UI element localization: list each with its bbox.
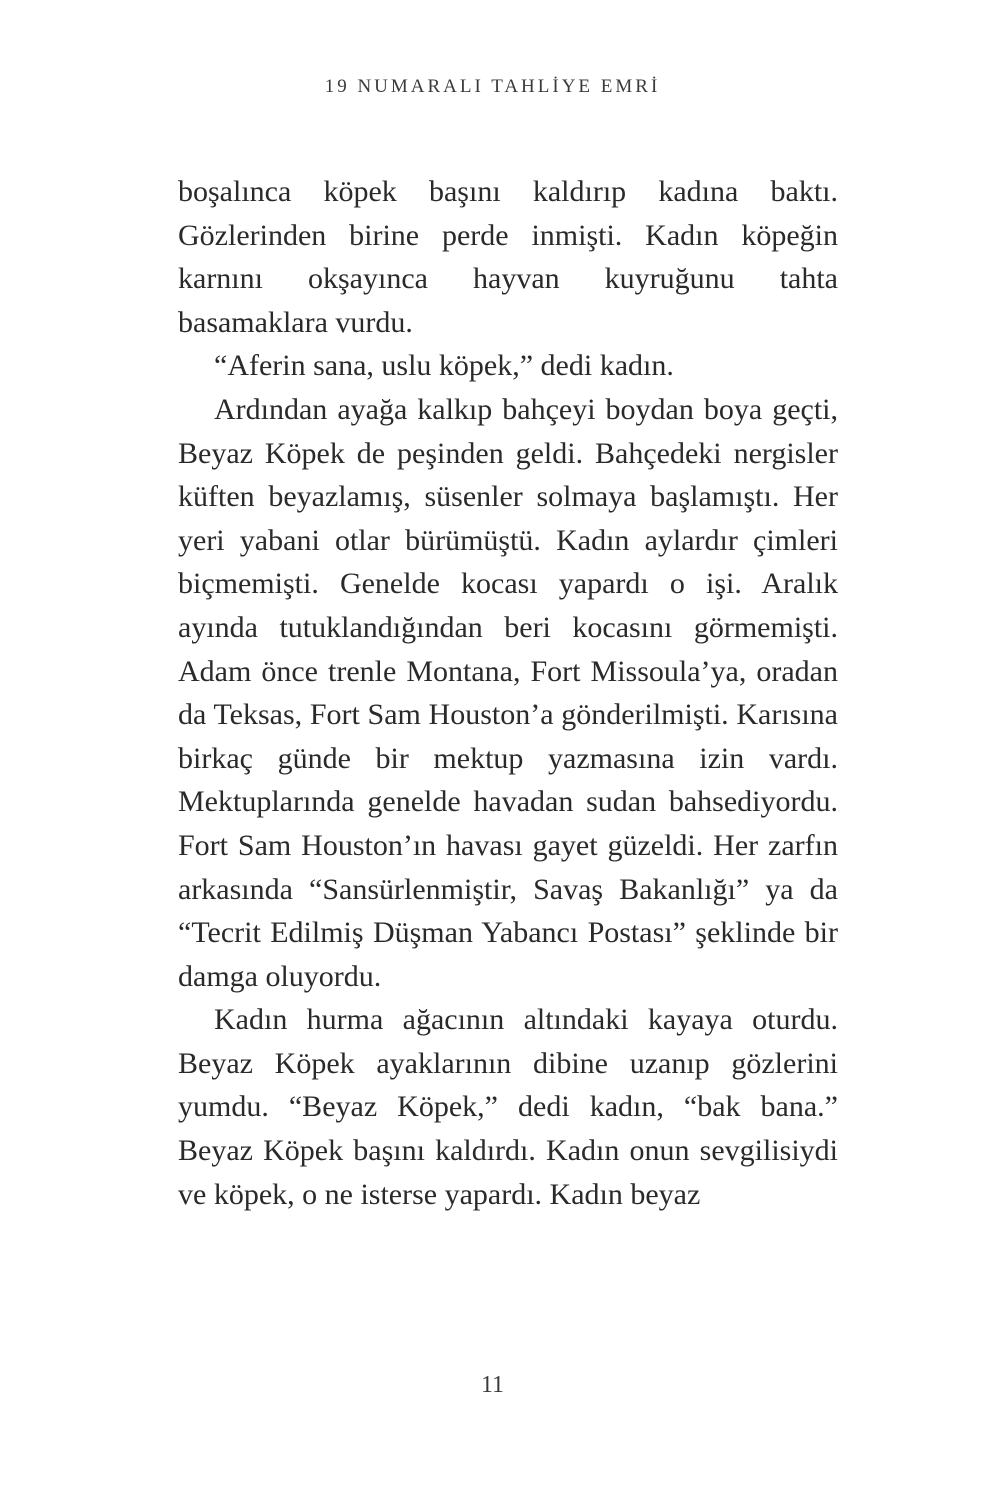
paragraph-4: Kadın hurma ağacının altındaki kayaya oturdu. Beyaz Köpek ayaklarının dibine uzanıp gözlerini yumdu. “Beyaz Köpek,” dedi kadın, “bak bana.” Beyaz Köpek başını kaldırdı. Kadın onun sevgilisiydi ve köpek, o ne isterse yapardı. Kadın beyaz <box>178 1003 838 1211</box>
paragraph-3: Ardından ayağa kalkıp bahçeyi boydan boya geçti, Beyaz Köpek de peşinden geldi. Bahçedeki nergisler küften beyazlamış, süsenler solmaya başlamıştı. Her yeri yabani otlar bürümüştü. Kadın aylardır çimleri biçmemişti. Genelde kocası yapardı o işi. Aralık ayında tutuklandığından beri kocasını görmemişti. Adam önce trenle Montana, Fort Missoula’ya, oradan da Teksas, Fort Sam Houston’a gönderilmişti. Karısına birkaç günde bir mektup yazmasına izin vardı. Mektuplarında genelde havadan sudan bahsediyordu. Fort Sam Houston’ın havası gayet güzeldi. Her zarfın arkasında “Sansürlenmiştir, Savaş Bakanlığı” ya da “Tecrit Edilmiş Düşman Yabancı Postası” şeklinde bir damga oluyordu. <box>178 392 838 993</box>
running-header: 19 NUMARALI TAHLİYE EMRİ <box>324 76 661 97</box>
page-number: 11 <box>480 1372 505 1398</box>
body-text <box>178 170 838 1216</box>
paragraph-1: boşalınca köpek başını kaldırıp kadına baktı. Gözlerinden birine perde inmişti. Kadın köpeğin karnını okşayınca hayvan kuyruğunu tahta basamaklara vurdu. <box>178 175 838 339</box>
paragraph-2: “Aferin sana, uslu köpek,” dedi kadın. <box>214 349 674 383</box>
